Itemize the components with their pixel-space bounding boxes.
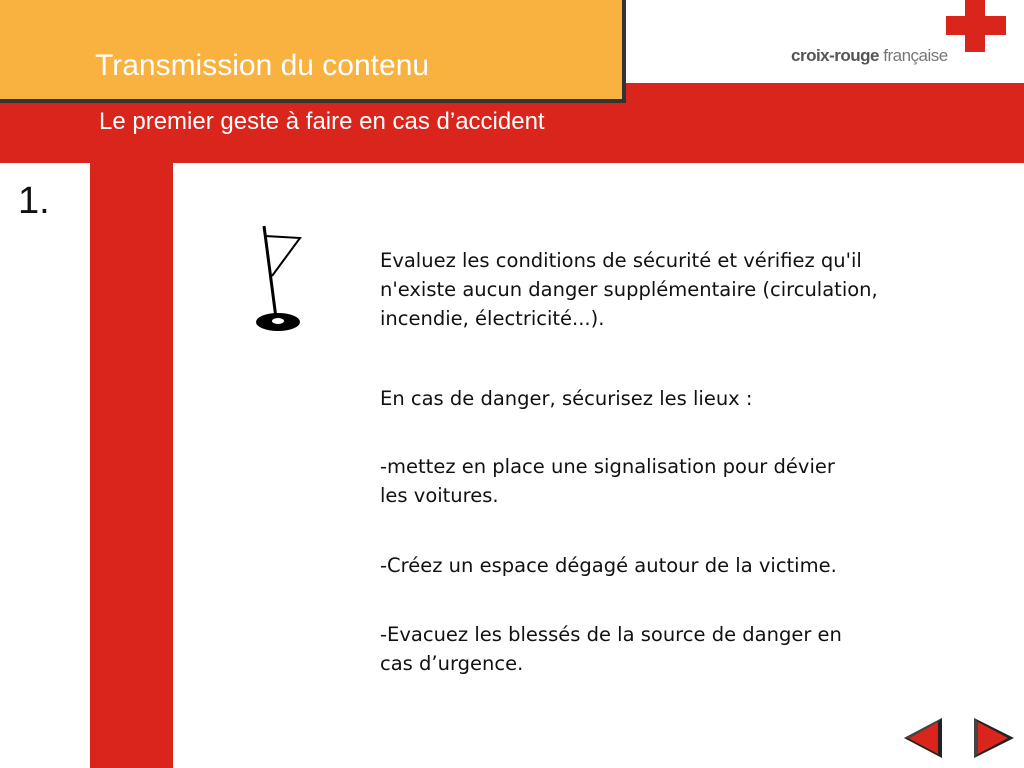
instruction-paragraph: -Evacuez les blessés de la source de danger en cas d’urgence. [380, 623, 842, 675]
flag-icon [250, 218, 310, 336]
step-number: 1. [18, 180, 50, 222]
red-cross-icon [946, 0, 1006, 52]
previous-slide-button[interactable] [900, 716, 950, 760]
instruction-paragraph: En cas de danger, sécurisez les lieux : [380, 387, 753, 410]
instruction-paragraph: Evaluez les conditions de sécurité et vérifiez qu'il n'existe aucun danger supplémentaire (circulation, incendie, électricité...). [380, 249, 878, 330]
title-box [0, 0, 626, 103]
brand-name-light: française [883, 46, 948, 65]
brand-name-bold: croix-rouge [791, 46, 884, 65]
left-accent-bar [90, 163, 173, 768]
brand-logo-text [791, 46, 948, 66]
page-title: Transmission du contenu [95, 49, 430, 82]
next-slide-button[interactable] [968, 716, 1018, 760]
instruction-paragraph: -mettez en place une signalisation pour dévier les voitures. [380, 455, 835, 507]
instruction-paragraph: -Créez un espace dégagé autour de la victime. [380, 554, 837, 577]
page-subtitle: Le premier geste à faire en cas d’accident [99, 108, 545, 135]
